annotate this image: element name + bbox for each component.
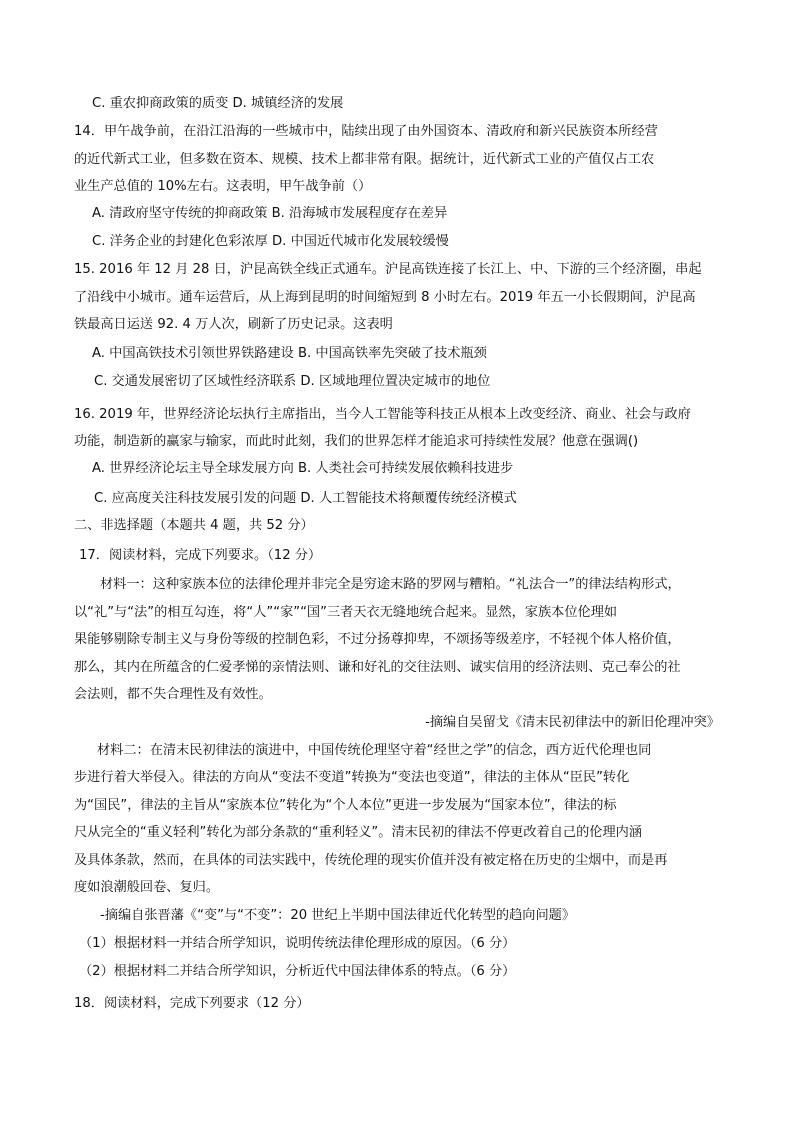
q17-material1-line-5: 会法则，都不失合理性及有效性。	[74, 687, 272, 702]
q14-stem-line-2: 的近代新式工业，但多数在资本、规模、技术上都非常有限。据统计，近代新式工业的产值仅占工农	[74, 152, 655, 167]
q17-material1-line-4: 那么，其内在所蕴含的仁爱孝悌的亲情法则、谦和好礼的交往法则、诚实信用的经济法则、克己奉公的社	[74, 660, 681, 675]
q17-material1-line-2: 以“礼”与“法”的相互勾连，将“人”“家”“国”三者天衣无缝地统合起来。显然，家族本位伦理如	[74, 605, 618, 620]
q14-stem-line-3: 业生产总值的 10%左右。这表明，甲午战争前（）	[74, 179, 372, 194]
q17-task-1: （1）根据材料一并结合所学知识，说明传统法律伦理形成的原因。（6 分）	[79, 936, 516, 951]
q17-material2-source: -摘编自张晋藩《“变”与“不变”：20 世纪上半期中国法律近代化转型的趋向问题》	[100, 908, 576, 923]
q17-material1-line-1: 材料一：这种家族本位的法律伦理并非完全是穷途末路的罗网与糟粕。“礼法合一”的律法结构形式，	[100, 577, 681, 592]
q16-stem-line-2: 功能，制造新的赢家与输家，而此时此刻，我们的世界怎样才能追求可持续性发展？他意在强调()	[74, 434, 639, 449]
q17-material1-line-3: 果能够剔除专制主义与身份等级的控制色彩，不过分扬尊抑卑，不颂扬等级差序，不轻视个体人格价值，	[74, 632, 681, 647]
q17-material2-line-6: 度如浪潮般回卷、复归。	[74, 880, 220, 895]
q15-stem-line-3: 铁最高日运送 92. 4 万人次，刷新了历史记录。这表明	[74, 317, 393, 332]
q15-stem-line-1: 15. 2016 年 12 月 28 日，沪昆高铁全线正式通车。沪昆高铁连接了长江上、中、下游的三个经济圈，串起	[74, 262, 702, 277]
q17-material1-source: -摘编自吴留戈《清末民初律法中的新旧伦理冲突》	[425, 715, 720, 730]
q17-material2-line-2: 步进行着大举侵入。律法的方向从“变法不变道”转换为“变法也变道”，律法的主体从“臣民”转化	[74, 770, 630, 785]
section-2-heading: 二、非选择题（本题共 4 题，共 52 分）	[74, 518, 314, 533]
q15-options-ab: A. 中国高铁技术引领世界铁路建设 B. 中国高铁率先突破了技术瓶颈	[92, 346, 487, 361]
q17-material2-line-1: 材料二：在清末民初律法的演进中，中国传统伦理坚守着“经世之学”的信念，西方近代伦理也同	[97, 743, 652, 758]
q14-options-ab: A. 清政府坚守传统的抑商政策 B. 沿海城市发展程度存在差异	[92, 206, 448, 221]
q16-options-ab: A. 世界经济论坛主导全球发展方向 B. 人类社会可持续发展依赖科技进步	[92, 461, 514, 476]
q14-options-cd: C. 洋务企业的封建化色彩浓厚 D. 中国近代城市化发展较缓慢	[92, 234, 449, 249]
q16-stem-line-1: 16. 2019 年，世界经济论坛执行主席指出，当今人工智能等科技正从根本上改变经济、商业、社会与政府	[74, 407, 691, 422]
q17-material2-line-3: 为“国民”，律法的主旨从“家族本位”转化为“个人本位”更进一步发展为“国家本位”，律法的标	[74, 798, 617, 813]
q16-options-cd: C. 应高度关注科技发展引发的问题 D. 人工智能技术将颠覆传统经济模式	[94, 491, 517, 506]
q18-stem: 18．阅读材料，完成下列要求（12 分）	[74, 996, 310, 1011]
q17-material2-line-5: 及具体条款，然而，在具体的司法实践中，传统伦理的现实价值并没有被定格在历史的尘烟中，而是再	[74, 853, 668, 868]
q14-stem-line-1: 14．甲午战争前，在沿江沿海的一些城市中，陆续出现了由外国资本、清政府和新兴民族资本所经营	[74, 124, 658, 139]
q17-task-2: （2）根据材料二并结合所学知识，分析近代中国法律体系的特点。（6 分）	[79, 964, 516, 979]
q15-options-cd: C. 交通发展密切了区域性经济联系 D. 区域地理位置决定城市的地位	[94, 374, 491, 389]
q17-material2-line-4: 尺从完全的“重义轻利”转化为部分条款的“重利轻义”。清末民初的律法不停更改着自己的伦理内涵	[74, 825, 643, 840]
q13-options-cd: C. 重农抑商政策的质变 D. 城镇经济的发展	[92, 96, 344, 111]
q17-stem: 17．阅读材料，完成下列要求。（12 分）	[79, 548, 322, 563]
q15-stem-line-2: 了沿线中小城市。通车运营后，从上海到昆明的时间缩短到 8 小时左右。2019 年五一小长假期间，沪昆高	[74, 290, 696, 305]
